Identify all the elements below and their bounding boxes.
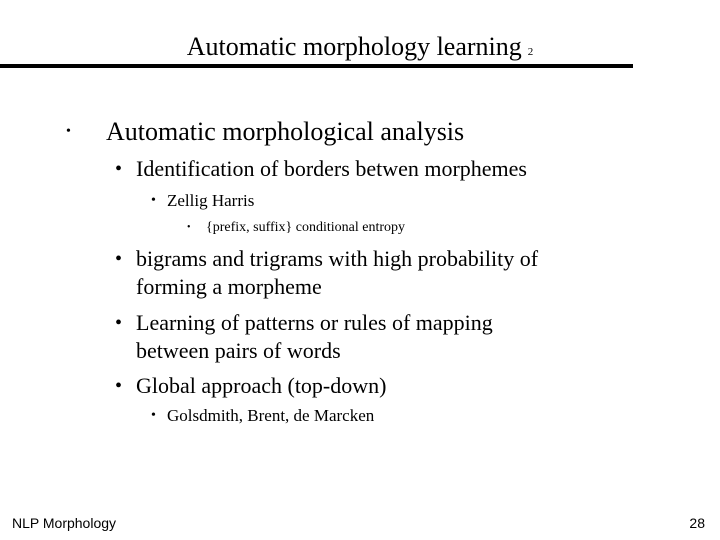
bullet-level-2: • xyxy=(115,375,123,397)
footer-course-title: NLP Morphology xyxy=(12,515,117,531)
bullet-level-1: • xyxy=(66,124,71,139)
bullet-item-learning-patterns: Learning of patterns or rules of mapping xyxy=(136,310,493,335)
bullet-level-2: • xyxy=(115,248,123,270)
bullet-level-3: • xyxy=(151,193,156,208)
bullet-level-4: • xyxy=(187,222,191,233)
slide-title-number: 2 xyxy=(527,46,534,58)
bullet-level-2: • xyxy=(115,312,123,334)
bullet-item-bigrams-trigrams-continued: forming a morpheme xyxy=(136,274,322,299)
slide-title-text: Automatic morphology learning xyxy=(186,32,522,61)
bullet-item-bigrams-trigrams: bigrams and trigrams with high probability of xyxy=(136,246,539,271)
bullet-item-zellig-harris: Zellig Harris xyxy=(167,191,255,210)
bullet-item-global-approach: Global approach (top-down) xyxy=(136,373,387,398)
title-underline xyxy=(0,64,633,68)
bullet-level-3: • xyxy=(151,408,156,423)
bullet-item-golsdmith-brent: Golsdmith, Brent, de Marcken xyxy=(167,406,375,425)
bullet-item-automatic-analysis: Automatic morphological analysis xyxy=(106,117,465,146)
bullet-item-conditional-entropy: {prefix, suffix} conditional entropy xyxy=(206,220,406,235)
bullet-item-learning-patterns-continued: between pairs of words xyxy=(136,338,341,363)
bullet-item-identification-borders: Identification of borders betwen morphemes xyxy=(136,156,527,181)
bullet-level-2: • xyxy=(115,158,123,180)
slide-title xyxy=(0,31,720,68)
footer-page-number: 28 xyxy=(689,515,705,531)
